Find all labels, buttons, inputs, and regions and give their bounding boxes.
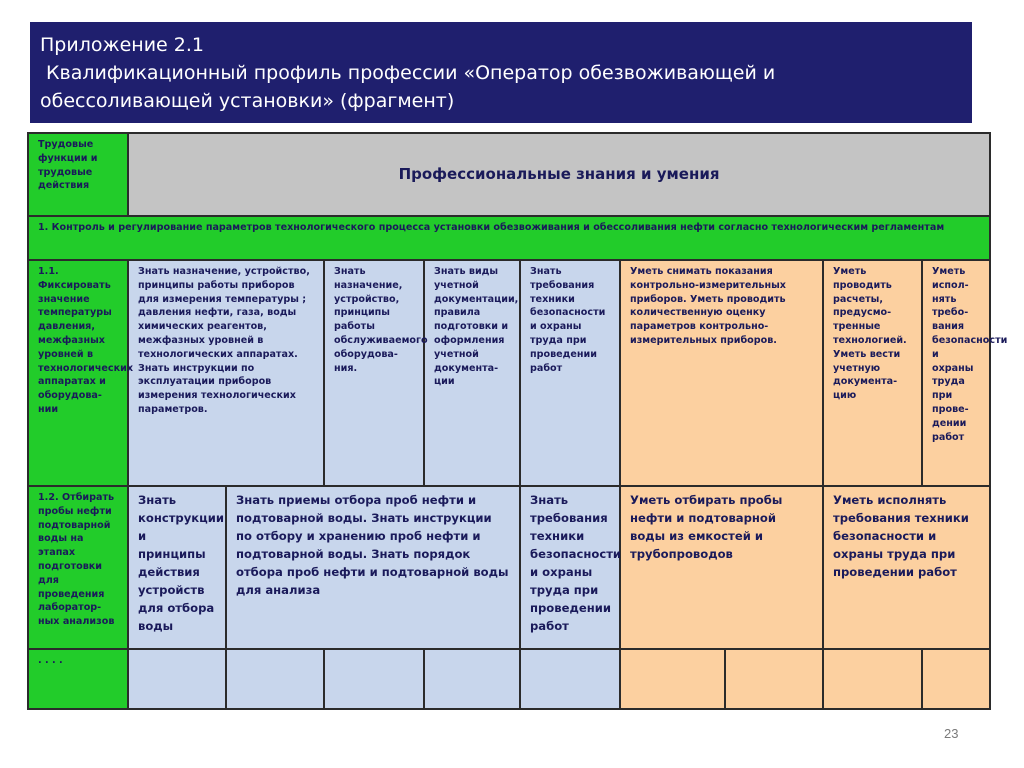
appendix-label: Приложение 2.1 xyxy=(40,34,204,56)
ellipsis-cell: . . . . xyxy=(28,649,128,709)
slide-title-block xyxy=(30,22,972,123)
skill-cell: Уметь испол-нять требо-вания безопасности и охраны труда при прове-дении работ xyxy=(922,260,990,486)
table-row xyxy=(28,649,990,709)
qualification-profile-table xyxy=(27,132,1008,710)
empty-cell xyxy=(226,649,324,709)
skill-cell: Уметь исполнять требования техники безопасности и охраны труда при проведении работ xyxy=(823,486,990,649)
knowledge-header-cell: Профессиональные знания и умения xyxy=(128,133,990,216)
skill-cell: Уметь проводить расчеты, предусмо-тренные технологией. Уметь вести учетную документа-цию xyxy=(823,260,922,486)
section-1-title: 1. Контроль и регулирование параметров технологического процесса установки обезвоживания и обессоливания нефти согласно технологическим регламентам xyxy=(28,216,990,260)
knowledge-cell: Знать конструкции и принципы действия устройств для отбора воды xyxy=(128,486,226,649)
empty-cell xyxy=(620,649,725,709)
empty-cell xyxy=(324,649,424,709)
skill-cell: Уметь отбирать пробы нефти и подтоварной воды из емкостей и трубопроводов xyxy=(620,486,823,649)
knowledge-cell: Знать приемы отбора проб нефти и подтоварной воды. Знать инструкции по отбору и хранению проб нефти и подтоварной воды. Знать порядок отбора проб нефти и подтоварной воды для анализа xyxy=(226,486,520,649)
table-row xyxy=(28,486,990,649)
empty-cell xyxy=(424,649,520,709)
knowledge-cell: Знать назначение, устройство, принципы работы обслуживаемого оборудова-ния. xyxy=(324,260,424,486)
knowledge-cell: Знать назначение, устройство, принципы работы приборов для измерения температуры ; давления нефти, газа, воды химических реагентов, межфазных уровней в технологических аппаратах. Знать инструкции по эксплуатации приборов измерения технологических параметров. xyxy=(128,260,324,486)
table-row xyxy=(28,260,990,486)
table-header-row xyxy=(28,133,990,216)
function-1-1: 1.1. Фиксировать значение температуры давления, межфазных уровней в технологических аппаратах и оборудова-нии xyxy=(28,260,128,486)
skill-cell: Уметь снимать показания контрольно-измерительных приборов. Уметь проводить количественную оценку параметров контрольно-измерительных приборов. xyxy=(620,260,823,486)
section-row xyxy=(28,216,990,260)
functions-header-cell: Трудовые функции и трудовые действия xyxy=(28,133,128,216)
knowledge-cell: Знать требования техники безопасности и охраны труда при проведении работ xyxy=(520,260,620,486)
empty-cell xyxy=(128,649,226,709)
function-1-2: 1.2. Отбирать пробы нефти подтоварной воды на этапах подготовки для проведения лаборатор-ных анализов xyxy=(28,486,128,649)
page-number: 23 xyxy=(944,726,959,741)
empty-cell xyxy=(823,649,922,709)
title-line-1: Квалификационный профиль профессии «Оператор обезвоживающей и xyxy=(40,62,776,84)
empty-cell xyxy=(922,649,990,709)
title-line-2: обессоливающей установки» (фрагмент) xyxy=(40,90,455,112)
empty-cell xyxy=(520,649,620,709)
knowledge-cell: Знать виды учетной документации, правила подготовки и оформления учетной документа-ции xyxy=(424,260,520,486)
knowledge-cell: Знать требования техники безопасности и охраны труда при проведении работ xyxy=(520,486,620,649)
empty-cell xyxy=(725,649,823,709)
